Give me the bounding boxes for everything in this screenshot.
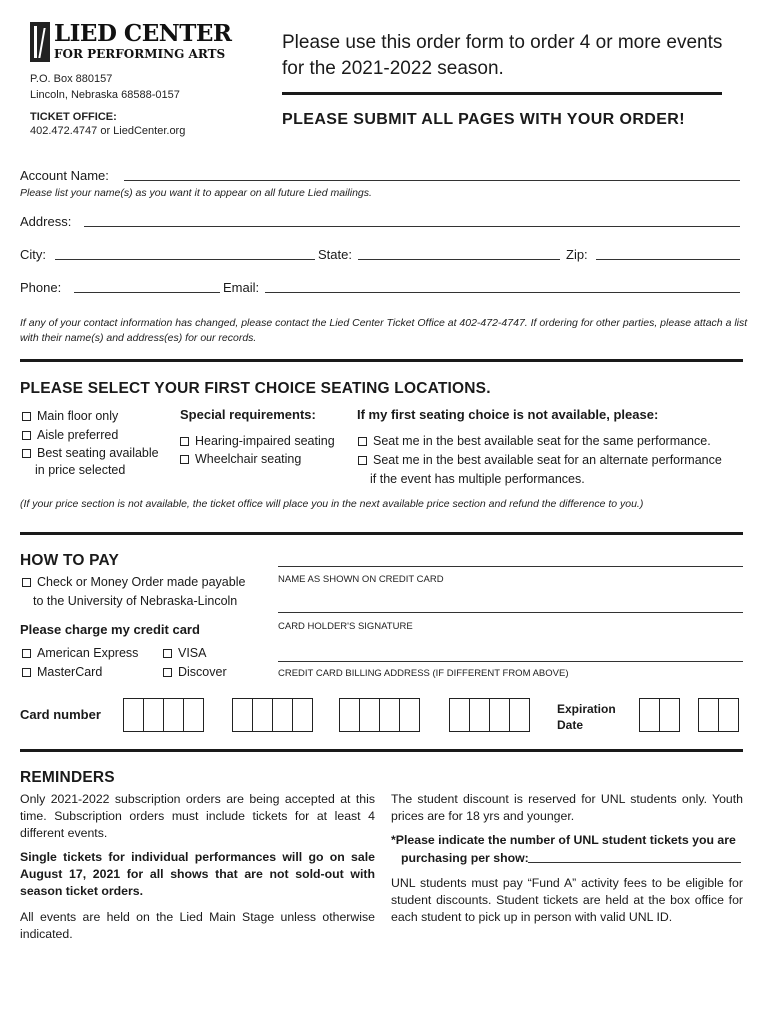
checkbox-icon[interactable] bbox=[22, 668, 31, 677]
best-seating-label-cont: in price selected bbox=[35, 463, 126, 477]
city-field[interactable] bbox=[55, 248, 315, 260]
card-number-group-2[interactable] bbox=[233, 698, 313, 732]
checkbox-icon[interactable] bbox=[163, 668, 172, 677]
best-seating-label: Best seating available bbox=[37, 446, 159, 460]
billing-address-field[interactable] bbox=[278, 650, 743, 662]
expiration-month[interactable] bbox=[640, 698, 680, 732]
hearing-impaired-option[interactable] bbox=[180, 434, 335, 448]
lied-logo-mark bbox=[30, 22, 50, 62]
same-performance-label: Seat me in the best available seat for the same performance. bbox=[373, 434, 711, 448]
reminder-single-tickets: Single tickets for individual performances will go on sale August 17, 2021 for all shows that are not sold-out with season ticket orders. bbox=[20, 850, 375, 898]
digit-box[interactable] bbox=[509, 698, 530, 732]
checkbox-icon[interactable] bbox=[180, 437, 189, 446]
phone-label: Phone: bbox=[20, 280, 62, 295]
reminder-main-stage: All events are held on the Lied Main Stage unless otherwise indicated. bbox=[20, 910, 375, 941]
checkbox-icon[interactable] bbox=[22, 412, 31, 421]
address-label: Address: bbox=[20, 214, 72, 229]
amex-option[interactable] bbox=[22, 646, 138, 660]
po-box: P.O. Box 880157 bbox=[30, 73, 113, 85]
digit-box[interactable] bbox=[659, 698, 680, 732]
digit-box[interactable] bbox=[143, 698, 164, 732]
aisle-option[interactable] bbox=[22, 428, 118, 442]
zip-label: Zip: bbox=[566, 247, 588, 262]
digit-box[interactable] bbox=[449, 698, 470, 732]
alternate-performance-option[interactable] bbox=[358, 453, 722, 467]
address-field[interactable] bbox=[84, 215, 740, 227]
section-divider-1 bbox=[20, 359, 743, 362]
digit-box[interactable] bbox=[379, 698, 400, 732]
section-divider-3 bbox=[20, 749, 743, 752]
best-seating-option[interactable] bbox=[22, 446, 159, 460]
main-floor-label: Main floor only bbox=[37, 409, 119, 423]
intro-text: Please use this order form to order 4 or more events for the 2021-2022 season. bbox=[282, 32, 723, 79]
digit-box[interactable] bbox=[252, 698, 273, 732]
contact-change-note: If any of your contact information has changed, please contact the Lied Center Ticket Office at 402-472-4747. If ordering for other parties, please attach a list with their name(s) and address(es) for our records. bbox=[20, 317, 748, 344]
checkbox-icon[interactable] bbox=[358, 456, 367, 465]
discover-label: Discover bbox=[178, 665, 227, 679]
digit-box[interactable] bbox=[163, 698, 184, 732]
mastercard-option[interactable] bbox=[22, 665, 102, 679]
signature-label: CARD HOLDER'S SIGNATURE bbox=[278, 621, 413, 632]
digit-box[interactable] bbox=[183, 698, 204, 732]
reminder-subscription: Only 2021-2022 subscription orders are being accepted at this time. Subscription orders must include tickets for at least 4 different events. bbox=[20, 792, 375, 840]
card-number-group-1[interactable] bbox=[124, 698, 204, 732]
digit-box[interactable] bbox=[339, 698, 360, 732]
billing-address-label: CREDIT CARD BILLING ADDRESS (IF DIFFERENT FROM ABOVE) bbox=[278, 668, 569, 679]
expiration-year[interactable] bbox=[699, 698, 739, 732]
wheelchair-label: Wheelchair seating bbox=[195, 452, 302, 466]
digit-box[interactable] bbox=[292, 698, 313, 732]
account-name-note: Please list your name(s) as you want it to appear on all future Lied mailings. bbox=[20, 187, 372, 199]
discover-option[interactable] bbox=[163, 665, 227, 679]
expiration-label: Expiration bbox=[557, 702, 616, 716]
wheelchair-option[interactable] bbox=[180, 452, 301, 466]
state-label: State: bbox=[318, 247, 352, 262]
same-performance-option[interactable] bbox=[358, 434, 711, 448]
reminders-title: REMINDERS bbox=[20, 769, 115, 786]
charge-card-title: Please charge my credit card bbox=[20, 622, 200, 637]
checkbox-icon[interactable] bbox=[22, 649, 31, 658]
account-name-label: Account Name: bbox=[20, 168, 109, 183]
checkbox-icon[interactable] bbox=[180, 455, 189, 464]
digit-box[interactable] bbox=[639, 698, 660, 732]
city-label: City: bbox=[20, 247, 46, 262]
visa-option[interactable] bbox=[163, 646, 207, 660]
digit-box[interactable] bbox=[469, 698, 490, 732]
logo-subtitle: FOR PERFORMING ARTS bbox=[54, 47, 226, 61]
check-option-label-cont: to the University of Nebraska-Lincoln bbox=[33, 594, 238, 608]
digit-box[interactable] bbox=[489, 698, 510, 732]
state-field[interactable] bbox=[358, 248, 560, 260]
digit-box[interactable] bbox=[698, 698, 719, 732]
card-number-label: Card number bbox=[20, 707, 101, 722]
alternate-performance-label: Seat me in the best available seat for an alternate performance bbox=[373, 453, 722, 467]
price-section-note: (If your price section is not available, the ticket office will place you in the next available price section and refund the difference to you.) bbox=[20, 498, 644, 510]
digit-box[interactable] bbox=[123, 698, 144, 732]
fallback-title: If my first seating choice is not available, please: bbox=[357, 407, 659, 422]
check-option-label: Check or Money Order made payable bbox=[37, 575, 246, 589]
header-divider bbox=[282, 92, 722, 95]
logo-title: LIED CENTER bbox=[54, 20, 232, 47]
reminder-student-discount: The student discount is reserved for UNL students only. Youth prices are for 18 yrs and younger. bbox=[391, 792, 743, 823]
digit-box[interactable] bbox=[399, 698, 420, 732]
city-address: Lincoln, Nebraska 68588-0157 bbox=[30, 89, 180, 101]
digit-box[interactable] bbox=[359, 698, 380, 732]
email-label: Email: bbox=[223, 280, 260, 295]
zip-field[interactable] bbox=[596, 248, 740, 260]
main-floor-option[interactable] bbox=[22, 409, 118, 423]
student-tickets-field[interactable] bbox=[528, 851, 741, 863]
expiration-label-2: Date bbox=[557, 718, 584, 732]
seating-title: PLEASE SELECT YOUR FIRST CHOICE SEATING LOCATIONS. bbox=[20, 380, 491, 397]
phone-field[interactable] bbox=[74, 281, 220, 293]
submit-notice: PLEASE SUBMIT ALL PAGES WITH YOUR ORDER! bbox=[282, 111, 685, 128]
visa-label: VISA bbox=[178, 646, 207, 660]
ticket-office-label: TICKET OFFICE: bbox=[30, 111, 117, 123]
checkbox-icon[interactable] bbox=[22, 431, 31, 440]
checkbox-icon[interactable] bbox=[358, 437, 367, 446]
alternate-performance-label-cont: if the event has multiple performances. bbox=[370, 472, 585, 486]
reminder-fund-a: UNL students must pay “Fund A” activity fees to be eligible for student discounts. Student tickets are held at the box office for each student to pick up in person with valid UNL ID. bbox=[391, 876, 743, 924]
checkbox-icon[interactable] bbox=[163, 649, 172, 658]
how-to-pay-title: HOW TO PAY bbox=[20, 552, 120, 569]
account-name-field[interactable] bbox=[124, 169, 740, 181]
ticket-office-contact: 402.472.4747 or LiedCenter.org bbox=[30, 125, 186, 137]
checkbox-icon[interactable] bbox=[22, 578, 31, 587]
amex-label: American Express bbox=[37, 646, 139, 660]
email-field[interactable] bbox=[265, 281, 740, 293]
hearing-impaired-label: Hearing-impaired seating bbox=[195, 434, 335, 448]
check-option[interactable] bbox=[22, 575, 245, 589]
digit-box[interactable] bbox=[718, 698, 739, 732]
digit-box[interactable] bbox=[232, 698, 253, 732]
checkbox-icon[interactable] bbox=[22, 449, 31, 458]
digit-box[interactable] bbox=[272, 698, 293, 732]
student-tickets-prompt: *Please indicate the number of UNL student tickets you are bbox=[391, 833, 736, 847]
special-requirements-title: Special requirements: bbox=[180, 407, 316, 422]
card-name-field[interactable] bbox=[278, 555, 743, 567]
signature-field[interactable] bbox=[278, 601, 743, 613]
section-divider-2 bbox=[20, 532, 743, 535]
card-number-group-3[interactable] bbox=[340, 698, 420, 732]
student-tickets-per-show-label: purchasing per show: bbox=[401, 851, 529, 865]
card-name-label: NAME AS SHOWN ON CREDIT CARD bbox=[278, 574, 444, 585]
card-number-group-4[interactable] bbox=[450, 698, 530, 732]
aisle-label: Aisle preferred bbox=[37, 428, 119, 442]
mastercard-label: MasterCard bbox=[37, 665, 103, 679]
